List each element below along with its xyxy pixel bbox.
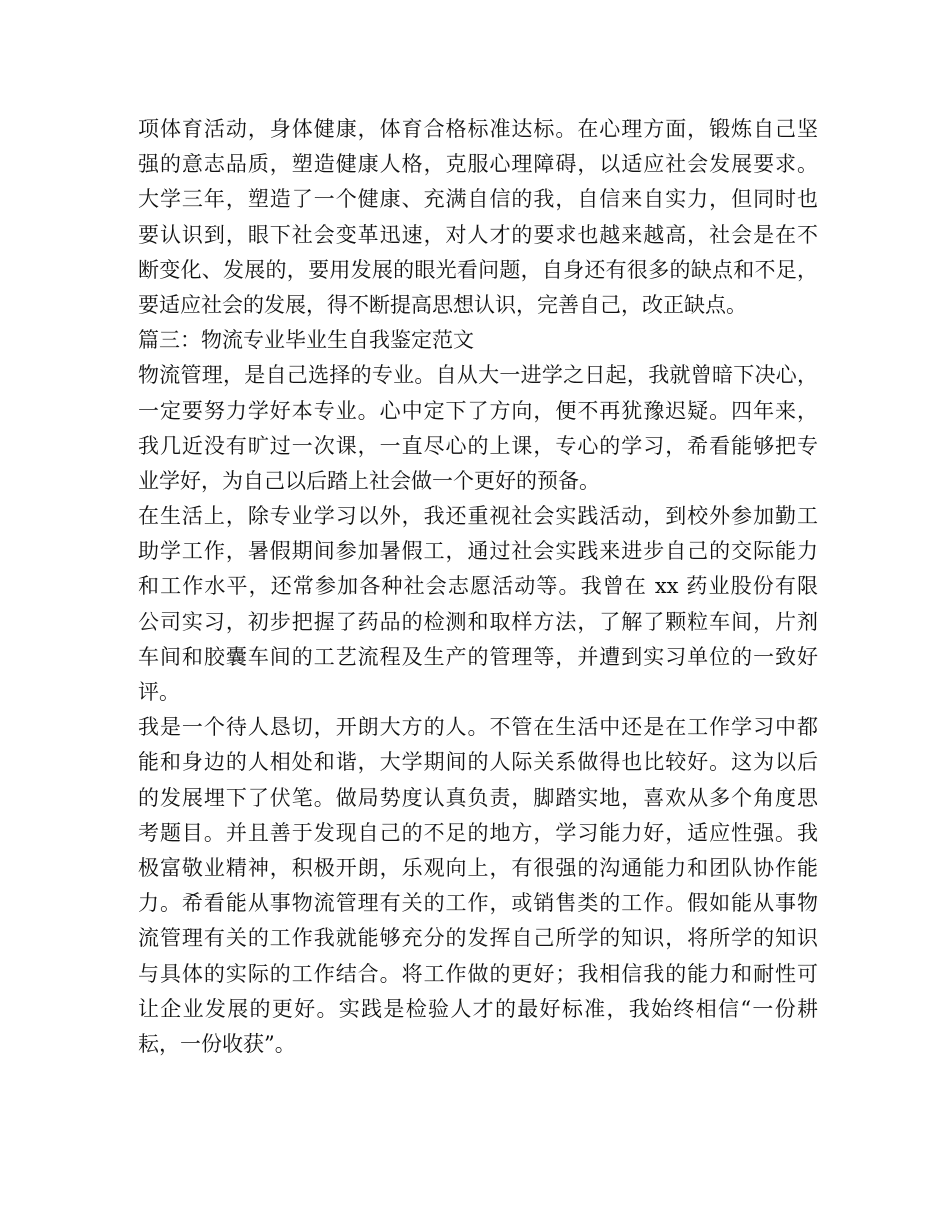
- text-line: 在生活上，除专业学习以外，我还重视社会实践活动，到校外参加勤工: [138, 504, 818, 529]
- text-line: 让企业发展的更好。实践是检验人才的最好标准，我始终相信“一份耕: [138, 996, 818, 1021]
- text-line: 评。: [138, 680, 180, 704]
- text-line: 物流管理，是自己选择的专业。自从大一进学之日起，我就曾暗下决心，: [138, 363, 818, 388]
- body-text: [138, 112, 818, 1062]
- text-line: 与具体的实际的工作结合。将工作做的更好；我相信我的能力和耐性可: [138, 961, 818, 986]
- text-line: 耘，一份收获”。: [138, 1031, 296, 1056]
- text-line: 车间和胶囊车间的工艺流程及生产的管理等，并遭到实习单位的一致好: [138, 644, 818, 669]
- text-line: 公司实习，初步把握了药品的检测和取样方法，了解了颗粒车间，片剂: [138, 609, 818, 634]
- text-line: 项体育活动，身体健康，体育合格标准达标。在心理方面，锻炼自己坚: [138, 117, 818, 141]
- text-line: 的发展埋下了伏笔。做局势度认真负责，脚踏实地，喜欢从多个角度思: [138, 785, 818, 810]
- text-line: 业学好，为自己以后踏上社会做一个更好的预备。: [138, 468, 600, 493]
- text-line: 断变化、发展的，要用发展的眼光看问题，自身还有很多的缺点和不足，: [138, 257, 818, 282]
- text-line: 要认识到，眼下社会变革迅速，对人才的要求也越来越高，社会是在不: [138, 222, 818, 247]
- section-heading: 篇三：物流专业毕业生自我鉴定范文: [138, 328, 474, 353]
- text-line: 一定要努力学好本专业。心中定下了方向，便不再犹豫迟疑。四年来，: [138, 398, 818, 423]
- text-line: 流管理有关的工作我就能够充分的发挥自己所学的知识，将所学的知识: [138, 926, 818, 951]
- text-line: 助学工作，暑假期间参加暑假工，通过社会实践来进步自己的交际能力: [138, 539, 818, 564]
- text-line: 考题目。并且善于发现自己的不足的地方，学习能力好，适应性强。我: [138, 820, 818, 845]
- text-line: 和工作水平，还常参加各种社会志愿活动等。我曾在 xx 药业股份有限: [138, 574, 818, 599]
- text-line: 要适应社会的发展，得不断提高思想认识，完善自己，改正缺点。: [138, 292, 747, 317]
- text-line: 强的意志品质，塑造健康人格，克服心理障碍，以适应社会发展要求。: [138, 152, 818, 177]
- text-line: 大学三年，塑造了一个健康、充满自信的我，自信来自实力，但同时也: [138, 187, 818, 212]
- text-line: 我几近没有旷过一次课，一直尽心的上课，专心的学习，希看能够把专: [138, 433, 818, 458]
- text-line: 我是一个待人恳切，开朗大方的人。不管在生活中还是在工作学习中都: [138, 715, 818, 740]
- text-line: 极富敬业精神，积极开朗，乐观向上，有很强的沟通能力和团队协作能: [138, 855, 818, 880]
- text-line: 力。希看能从事物流管理有关的工作，或销售类的工作。假如能从事物: [138, 891, 818, 916]
- text-line: 能和身边的人相处和谐，大学期间的人际关系做得也比较好。这为以后: [138, 750, 818, 775]
